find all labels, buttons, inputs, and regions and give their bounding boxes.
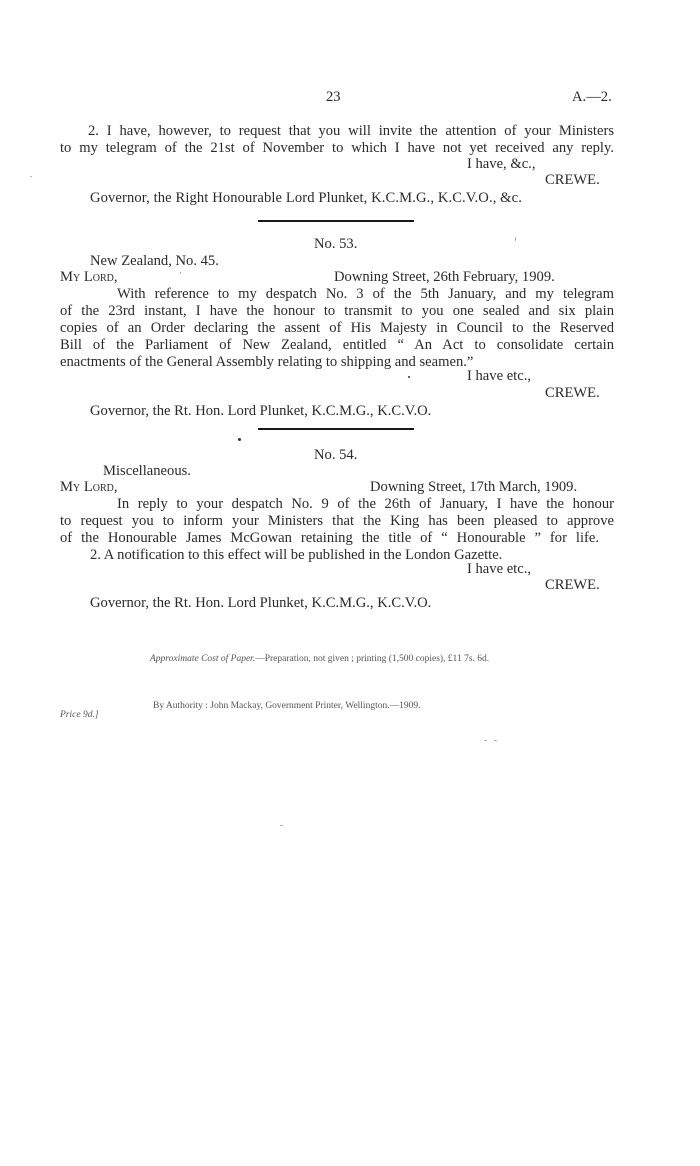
scan-speck bbox=[484, 740, 487, 741]
place-date: Downing Street, 26th February, 1909. bbox=[334, 269, 555, 285]
addressee: Governor, the Right Honourable Lord Plunket, K.C.M.G., K.C.V.O., &c. bbox=[90, 190, 522, 206]
body-line: enactments of the General Assembly relating to shipping and seamen.” bbox=[60, 354, 474, 370]
section-divider bbox=[258, 220, 414, 222]
signature: CREWE. bbox=[545, 385, 600, 401]
salutation: My Lord, bbox=[60, 269, 118, 285]
body-line: In reply to your despatch No. 9 of the 26th of January, I have the honour bbox=[117, 496, 614, 512]
place-date: Downing Street, 17th March, 1909. bbox=[370, 479, 578, 495]
closing-text: I have etc., bbox=[467, 561, 532, 577]
page-reference: A.—2. bbox=[572, 89, 612, 105]
body-line: of the 23rd instant, I have the honour to transmit to you one sealed and six plain bbox=[60, 303, 614, 319]
para2: 2. A notification to this effect will be published in the London Gazette. bbox=[90, 547, 503, 563]
section-divider bbox=[258, 428, 414, 430]
cost-label: Approximate Cost of Paper. bbox=[150, 654, 256, 664]
para2-line2: to my telegram of the 21st of November to which I have not yet received any reply. bbox=[60, 140, 614, 156]
signature: CREWE. bbox=[545, 577, 600, 593]
scan-speck bbox=[30, 176, 32, 177]
despatch-number: No. 54. bbox=[314, 447, 358, 463]
scan-speck bbox=[280, 825, 283, 826]
signature: CREWE. bbox=[545, 172, 600, 188]
body-line: copies of an Order declaring the assent of His Majesty in Council to the Reserved bbox=[60, 320, 614, 336]
para2-line1: 2. I have, however, to request that you will invite the attention of your Ministers bbox=[88, 123, 614, 139]
scan-speck bbox=[515, 237, 516, 241]
page-number: 23 bbox=[326, 89, 341, 105]
cost-note bbox=[150, 654, 489, 664]
closing-text: I have etc., bbox=[467, 368, 532, 384]
scan-speck bbox=[238, 438, 241, 441]
salutation: My Lord, bbox=[60, 479, 118, 495]
cost-text: —Preparation, not given ; printing (1,500 copies), £11 7s. 6d. bbox=[255, 654, 490, 664]
scan-speck bbox=[180, 272, 181, 274]
addressee: Governor, the Rt. Hon. Lord Plunket, K.C.M.G., K.C.V.O. bbox=[90, 403, 432, 419]
despatch-category: Miscellaneous. bbox=[103, 463, 191, 479]
scan-speck bbox=[408, 376, 410, 378]
despatch-number: No. 53. bbox=[314, 236, 358, 252]
body-line: to request you to inform your Ministers that the King has been pleased to approve bbox=[60, 513, 614, 529]
body-line: Bill of the Parliament of New Zealand, entitled “ An Act to consolidate certain bbox=[60, 337, 614, 353]
body-line: With reference to my despatch No. 3 of the 5th January, and my telegram bbox=[117, 286, 614, 302]
printer-authority: By Authority : John Mackay, Government Printer, Wellington.—1909. bbox=[153, 701, 421, 711]
addressee: Governor, the Rt. Hon. Lord Plunket, K.C.M.G., K.C.V.O. bbox=[90, 595, 432, 611]
closing-text: I have, &c., bbox=[467, 156, 536, 172]
scan-speck bbox=[494, 740, 497, 741]
body-line: of the Honourable James McGowan retaining the title of “ Honourable ” for life. bbox=[60, 530, 599, 546]
despatch-category: New Zealand, No. 45. bbox=[90, 253, 219, 269]
price-note: Price 9d.] bbox=[60, 710, 99, 720]
